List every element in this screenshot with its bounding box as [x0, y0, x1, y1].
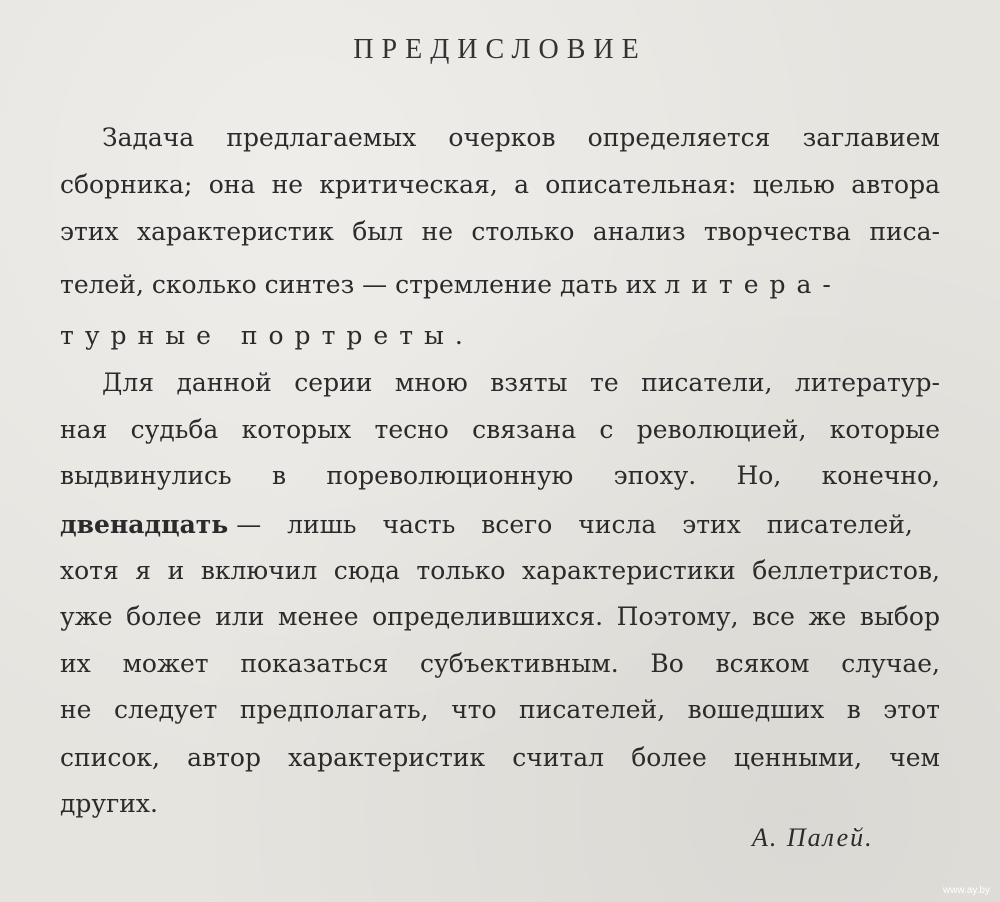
watermark: www.ay.by	[942, 885, 990, 896]
paragraph2-line-10: других.	[60, 789, 158, 818]
paragraph2-line-8: не следует предполагать, что писателей, вошедших в этот	[60, 695, 940, 724]
paragraph1-line-4	[60, 263, 940, 307]
paragraph2-line-6: уже более или менее определившихся. Поэтому, все же выбор	[60, 602, 940, 631]
paragraph1-line-2: сборника; она не критическая, а описательная: целью автора	[60, 170, 940, 199]
paragraph2-line-4	[60, 503, 940, 547]
paragraph2-line-2: ная судьба которых тесно связана с революцией, которые	[60, 415, 940, 444]
paragraph2-line-1: Для данной серии мною взяты те писатели, литератур-	[102, 368, 940, 397]
paragraph1-line-1: Задача предлагаемых очерков определяется заглавием	[102, 123, 940, 152]
paragraph1-line-5: турные портреты.	[60, 321, 474, 350]
bold-emphasis-word: двенадцать	[60, 510, 229, 539]
spaced-emphasis-word: литера-	[664, 270, 842, 299]
paragraph1-line-4-text: телей, сколько синтез — стремление дать их	[60, 270, 657, 299]
author-signature: А. Палей.	[752, 823, 874, 852]
paragraph2-line-7: их может показаться субъективным. Во всяком случае,	[60, 649, 940, 678]
page-title: ПРЕДИСЛОВИЕ	[353, 34, 647, 65]
paragraph2-line-9: список, автор характеристик считал более ценными, чем	[60, 743, 940, 772]
paragraph2-line-4-text: — лишь часть всего числа этих писателей,	[236, 510, 913, 539]
paragraph2-line-3: выдвинулись в пореволюционную эпоху. Но, конечно,	[60, 461, 940, 490]
paragraph1-line-3: этих характеристик был не столько анализ творчества писа-	[60, 217, 940, 246]
paragraph2-line-5: хотя я и включил сюда только характеристики беллетристов,	[60, 556, 940, 585]
